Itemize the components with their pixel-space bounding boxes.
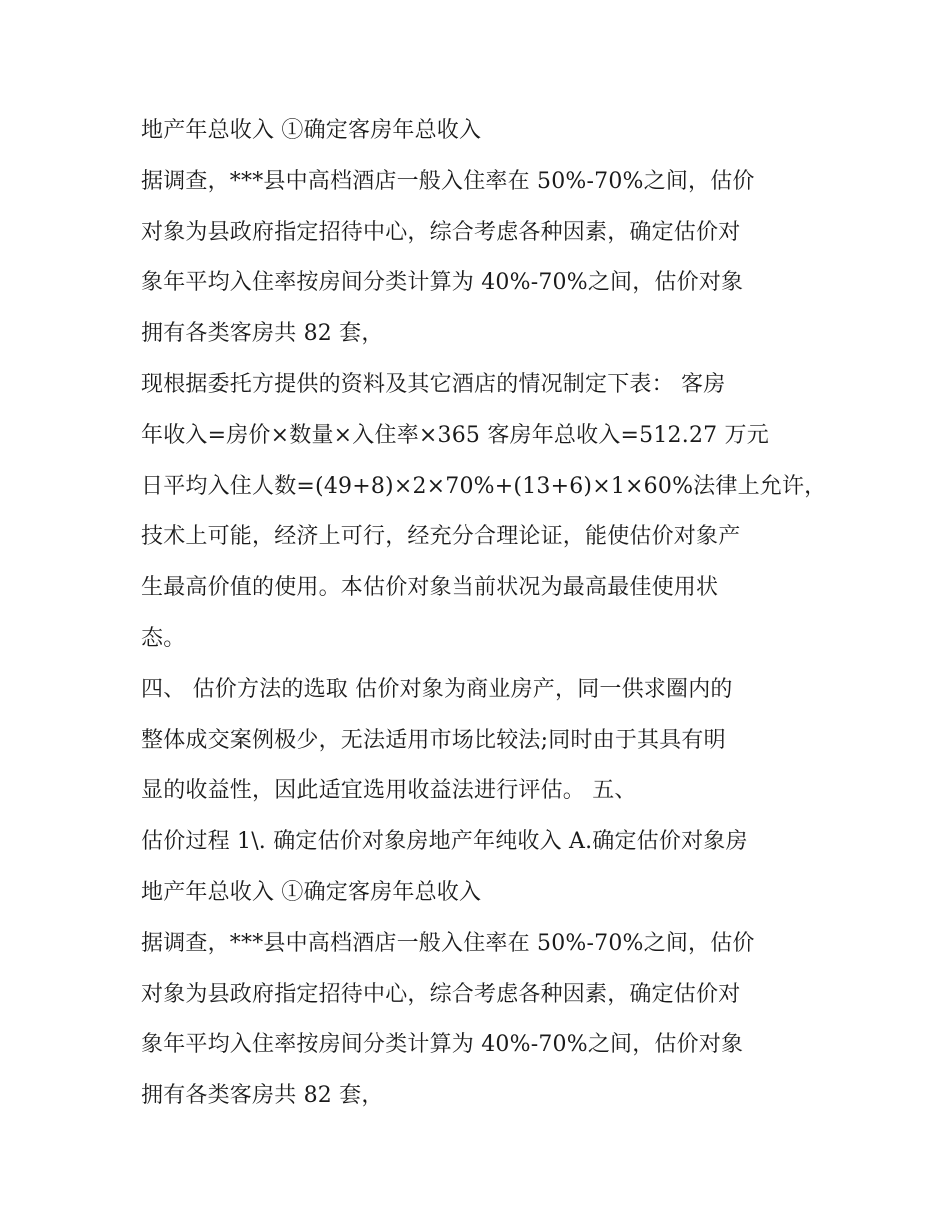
text-line: 显的收益性，因此适宜选用收益法进行评估。 五、 <box>141 778 637 804</box>
text-line: 象年平均入住率按房间分类计算为 40%-70%之间，估价对象 <box>141 270 744 296</box>
text-line: 技术上可能，经济上可行，经充分合理论证，能使估价对象产 <box>141 524 741 550</box>
text-line: 年收入=房价×数量×入住率×365 客房年总收入=512.27 万元 <box>141 422 769 448</box>
text-line: 生最高价值的使用。本估价对象当前状况为最高最佳使用状 <box>141 575 719 601</box>
text-line: 对象为县政府指定招待中心，综合考虑各种因素，确定估价对 <box>141 981 741 1007</box>
text-line: 整体成交案例极少，无法适用市场比较法;同时由于其具有明 <box>141 727 726 753</box>
text-line: 日平均入住人数=(49+8)×2×70%+(13+6)×1×60%法律上允许， <box>141 473 827 499</box>
text-line: 象年平均入住率按房间分类计算为 40%-70%之间，估价对象 <box>141 1032 744 1058</box>
text-line: 据调查，***县中高档酒店一般入住率在 50%-70%之间，估价 <box>141 168 755 194</box>
text-line: 估价过程 1\. 确定估价对象房地产年纯收入 A.确定估价对象房 <box>141 829 748 855</box>
text-line: 四、 估价方法的选取 估价对象为商业房产，同一供求圈内的 <box>141 676 733 702</box>
text-line: 对象为县政府指定招待中心，综合考虑各种因素，确定估价对 <box>141 219 741 245</box>
text-line: 拥有各类客房共 82 套， <box>141 1083 384 1109</box>
text-line: 现根据委托方提供的资料及其它酒店的情况制定下表： 客房 <box>141 371 726 397</box>
text-line: 地产年总收入 ①确定客房年总收入 <box>141 118 482 143</box>
text-line: 据调查，***县中高档酒店一般入住率在 50%-70%之间，估价 <box>141 930 755 956</box>
document-body <box>141 106 827 1122</box>
text-line: 拥有各类客房共 82 套， <box>141 321 384 347</box>
text-line: 态。 <box>141 625 186 651</box>
text-line: 地产年总收入 ①确定客房年总收入 <box>141 879 482 905</box>
